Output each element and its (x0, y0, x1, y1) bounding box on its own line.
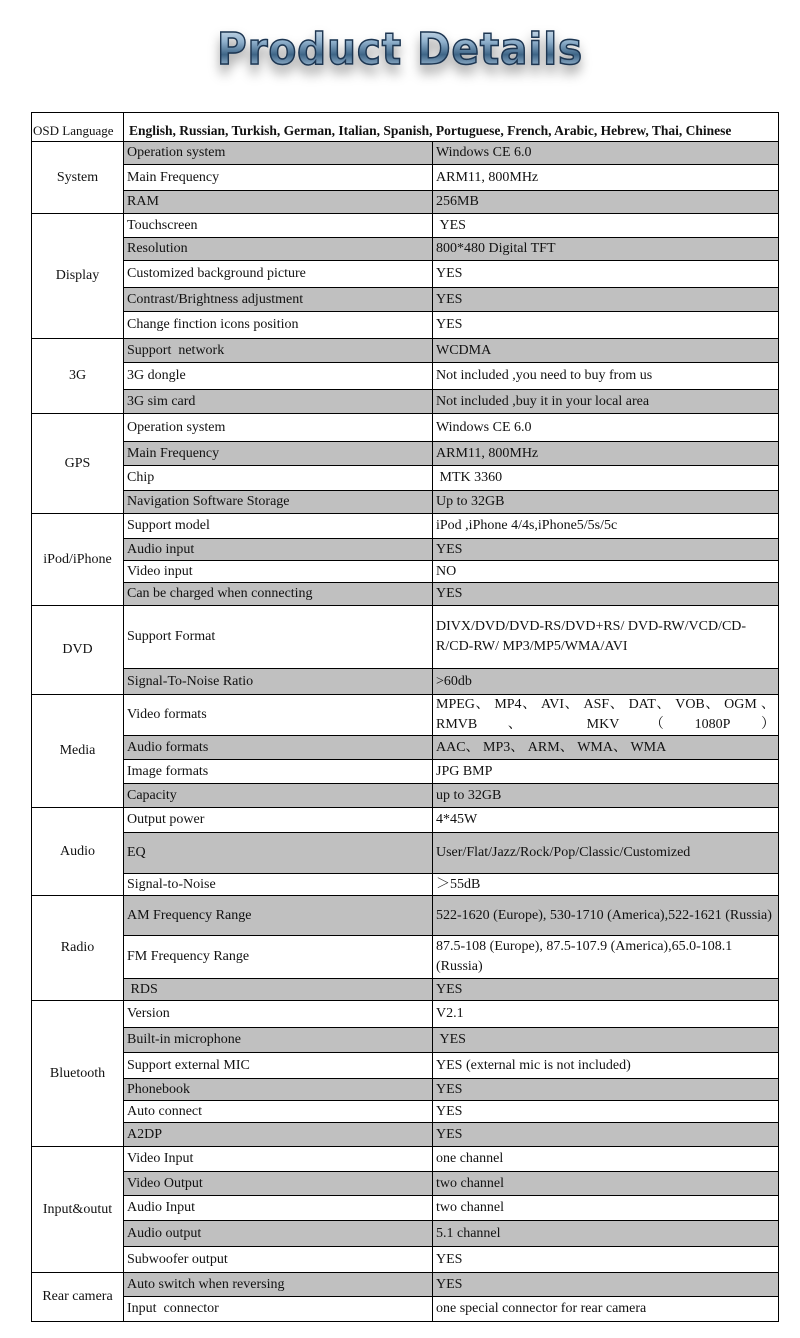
category-cell: Media (32, 695, 124, 808)
spec-value: YES (433, 312, 779, 339)
spec-label: Main Frequency (124, 442, 433, 466)
spec-label: Support external MIC (124, 1053, 433, 1079)
spec-value: YES (433, 261, 779, 288)
spec-value: YES (433, 214, 779, 238)
spec-label: AM Frequency Range (124, 896, 433, 936)
spec-value: ARM11, 800MHz (433, 442, 779, 466)
spec-value: 4*45W (433, 808, 779, 833)
category-cell: Rear camera (32, 1273, 124, 1322)
spec-value: YES (433, 979, 779, 1001)
spec-value: Windows CE 6.0 (433, 414, 779, 442)
spec-label: Operation system (124, 142, 433, 165)
spec-row (32, 363, 779, 390)
spec-value: YES (external mic is not included) (433, 1053, 779, 1079)
spec-row (32, 1172, 779, 1196)
spec-label: Audio formats (124, 736, 433, 760)
spec-row (32, 288, 779, 312)
spec-row (32, 1123, 779, 1147)
spec-value: one special connector for rear camera (433, 1297, 779, 1322)
spec-row (32, 1297, 779, 1322)
spec-row (32, 606, 779, 669)
spec-row (32, 1028, 779, 1053)
spec-label: Auto connect (124, 1101, 433, 1123)
spec-value: Windows CE 6.0 (433, 142, 779, 165)
spec-row (32, 238, 779, 261)
spec-value: YES (433, 1028, 779, 1053)
spec-row (32, 1247, 779, 1273)
spec-row (32, 979, 779, 1001)
spec-row (32, 466, 779, 491)
spec-row (32, 339, 779, 363)
spec-row (32, 1079, 779, 1101)
spec-row (32, 896, 779, 936)
spec-value: YES (433, 539, 779, 561)
spec-value: JPG BMP (433, 760, 779, 784)
spec-label: Operation system (124, 414, 433, 442)
spec-value: 87.5-108 (Europe), 87.5-107.9 (America),65.0-108.1 (Russia) (433, 936, 779, 979)
spec-row (32, 736, 779, 760)
spec-row (32, 695, 779, 736)
spec-label: Chip (124, 466, 433, 491)
spec-row (32, 261, 779, 288)
spec-row (32, 874, 779, 896)
spec-label: Signal-To-Noise Ratio (124, 669, 433, 695)
spec-value: AAC、 MP3、 ARM、 WMA、 WMA (433, 736, 779, 760)
category-cell: iPod/iPhone (32, 514, 124, 606)
spec-label: 3G dongle (124, 363, 433, 390)
spec-label: Touchscreen (124, 214, 433, 238)
spec-label: Built-in microphone (124, 1028, 433, 1053)
spec-value: User/Flat/Jazz/Rock/Pop/Classic/Customized (433, 833, 779, 874)
spec-label: Signal-to-Noise (124, 874, 433, 896)
spec-value: YES (433, 1247, 779, 1273)
spec-label: Video formats (124, 695, 433, 736)
spec-label: Audio Input (124, 1196, 433, 1221)
spec-row (32, 808, 779, 833)
spec-label: Input connector (124, 1297, 433, 1322)
spec-label: Video input (124, 561, 433, 583)
spec-value: 522-1620 (Europe), 530-1710 (America),522-1621 (Russia) (433, 896, 779, 936)
spec-label: Audio output (124, 1221, 433, 1247)
spec-value: >60db (433, 669, 779, 695)
spec-row (32, 1147, 779, 1172)
category-cell: 3G (32, 339, 124, 414)
spec-label: FM Frequency Range (124, 936, 433, 979)
spec-row (32, 414, 779, 442)
spec-label: Video Input (124, 1147, 433, 1172)
spec-value: WCDMA (433, 339, 779, 363)
spec-value: ARM11, 800MHz (433, 165, 779, 191)
category-cell: Input&outut (32, 1147, 124, 1273)
category-cell: System (32, 142, 124, 214)
spec-row (32, 833, 779, 874)
spec-value: Up to 32GB (433, 491, 779, 514)
spec-label: Subwoofer output (124, 1247, 433, 1273)
spec-label: Capacity (124, 784, 433, 808)
spec-label: Support model (124, 514, 433, 539)
spec-value: 800*480 Digital TFT (433, 238, 779, 261)
osd-language-row (32, 113, 779, 142)
spec-value: ＞55dB (433, 874, 779, 896)
spec-value: YES (433, 1079, 779, 1101)
spec-row (32, 390, 779, 414)
spec-label: Video Output (124, 1172, 433, 1196)
category-cell: DVD (32, 606, 124, 695)
spec-row (32, 936, 779, 979)
spec-label: Audio input (124, 539, 433, 561)
spec-value: YES (433, 1273, 779, 1297)
spec-label: Support network (124, 339, 433, 363)
spec-row (32, 214, 779, 238)
spec-label: A2DP (124, 1123, 433, 1147)
spec-label: Can be charged when connecting (124, 583, 433, 606)
spec-row (32, 142, 779, 165)
spec-label: Image formats (124, 760, 433, 784)
spec-row (32, 1221, 779, 1247)
spec-value: 256MB (433, 191, 779, 214)
spec-label: Resolution (124, 238, 433, 261)
spec-row (32, 784, 779, 808)
spec-label: Navigation Software Storage (124, 491, 433, 514)
spec-value: DIVX/DVD/DVD-RS/DVD+RS/ DVD-RW/VCD/CD-R/CD-RW/ MP3/MP5/WMA/AVI (433, 606, 779, 669)
spec-row (32, 561, 779, 583)
spec-label: Phonebook (124, 1079, 433, 1101)
spec-label: RAM (124, 191, 433, 214)
spec-value: one channel (433, 1147, 779, 1172)
spec-row (32, 1273, 779, 1297)
osd-language-label: OSD Language (32, 113, 124, 142)
spec-value: iPod ,iPhone 4/4s,iPhone5/5s/5c (433, 514, 779, 539)
spec-label: RDS (124, 979, 433, 1001)
category-cell: Radio (32, 896, 124, 1001)
spec-label: Customized background picture (124, 261, 433, 288)
spec-label: Main Frequency (124, 165, 433, 191)
category-cell: Bluetooth (32, 1001, 124, 1147)
spec-label: Change finction icons position (124, 312, 433, 339)
spec-value: YES (433, 288, 779, 312)
spec-row (32, 165, 779, 191)
spec-row (32, 760, 779, 784)
spec-row (32, 1196, 779, 1221)
spec-row (32, 1053, 779, 1079)
spec-value: Not included ,you need to buy from us (433, 363, 779, 390)
spec-value: YES (433, 1101, 779, 1123)
spec-label: 3G sim card (124, 390, 433, 414)
category-cell: GPS (32, 414, 124, 514)
category-cell: Audio (32, 808, 124, 896)
spec-row (32, 1101, 779, 1123)
spec-row (32, 539, 779, 561)
spec-row (32, 1001, 779, 1028)
spec-label: Contrast/Brightness adjustment (124, 288, 433, 312)
spec-row (32, 669, 779, 695)
category-cell: Display (32, 214, 124, 339)
spec-label: EQ (124, 833, 433, 874)
spec-value: 5.1 channel (433, 1221, 779, 1247)
spec-value: up to 32GB (433, 784, 779, 808)
spec-label: Support Format (124, 606, 433, 669)
spec-row (32, 491, 779, 514)
spec-value: two channel (433, 1172, 779, 1196)
spec-row (32, 442, 779, 466)
spec-table (31, 112, 779, 1322)
spec-row (32, 583, 779, 606)
spec-row (32, 514, 779, 539)
spec-value: YES (433, 1123, 779, 1147)
spec-value: Not included ,buy it in your local area (433, 390, 779, 414)
spec-label: Version (124, 1001, 433, 1028)
page-title: Product Details (32, 24, 768, 75)
spec-value: MTK 3360 (433, 466, 779, 491)
spec-value: two channel (433, 1196, 779, 1221)
spec-value: MPEG、 MP4、 AVI、 ASF、 DAT、 VOB、 OGM 、 RMVB、 MKV（1080P） (433, 695, 779, 736)
spec-label: Output power (124, 808, 433, 833)
spec-row (32, 312, 779, 339)
spec-value: YES (433, 583, 779, 606)
spec-value: V2.1 (433, 1001, 779, 1028)
osd-language-value: English, Russian, Turkish, German, Italian, Spanish, Portuguese, French, Arabic, Hebrew, Thai, Chinese (124, 113, 779, 142)
spec-label: Auto switch when reversing (124, 1273, 433, 1297)
spec-row (32, 191, 779, 214)
spec-value: NO (433, 561, 779, 583)
